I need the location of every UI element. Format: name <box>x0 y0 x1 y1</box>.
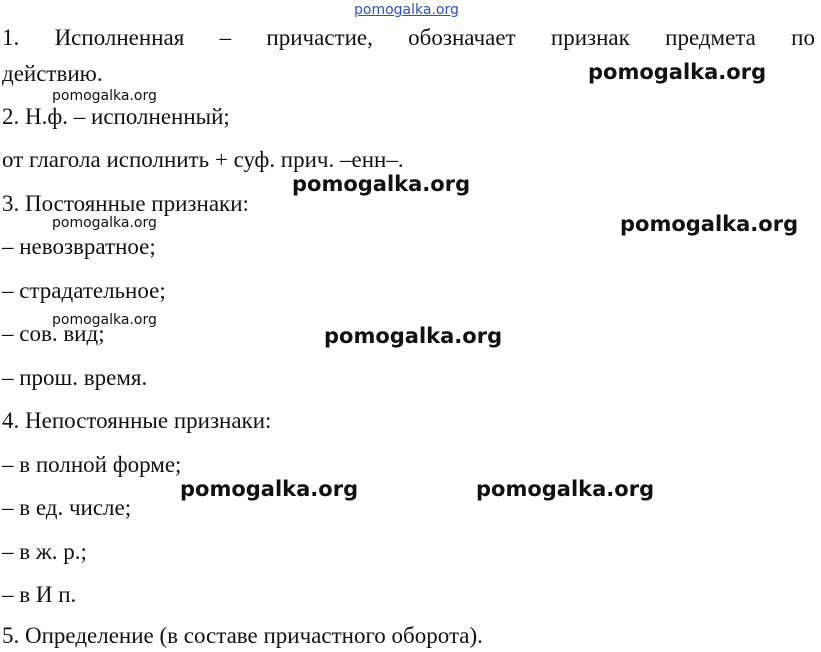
text-line-6: – невозвратное; <box>2 234 156 259</box>
text-line-9: – прош. время. <box>2 365 148 390</box>
text-line-13: – в ж. р.; <box>2 539 87 564</box>
watermark-2: pomogalka.org <box>52 88 157 104</box>
text-line-12: – в ед. числе; <box>2 495 132 520</box>
text-line-2: действию. <box>2 61 103 86</box>
text-line-11: – в полной форме; <box>2 452 182 477</box>
text-line-5: 3. Постоянные признаки: <box>2 191 249 216</box>
watermark-9: pomogalka.org <box>476 477 655 501</box>
watermark-4: pomogalka.org <box>52 215 157 231</box>
watermark-8: pomogalka.org <box>180 477 359 501</box>
text-line-14: – в И п. <box>2 582 77 607</box>
top-watermark-link[interactable]: pomogalka.org <box>354 2 459 18</box>
text-line-8: – сов. вид; <box>2 321 105 346</box>
watermark-3: pomogalka.org <box>292 172 471 196</box>
text-line-1: 1. Исполненная – причастие, обозначает признак предмета по <box>2 25 815 50</box>
text-line-3: 2. Н.ф. – исполненный; <box>2 104 230 129</box>
watermark-6: pomogalka.org <box>52 312 157 328</box>
watermark-1: pomogalka.org <box>588 60 767 84</box>
text-line-15: 5. Определение (в составе причастного оборота). <box>2 623 483 648</box>
text-line-4: от глагола исполнить + суф. прич. –енн–. <box>2 147 404 172</box>
text-line-7: – страдательное; <box>2 278 166 303</box>
text-line-10: 4. Непостоянные признаки: <box>2 408 272 433</box>
watermark-7: pomogalka.org <box>324 324 503 348</box>
watermark-5: pomogalka.org <box>620 212 799 236</box>
